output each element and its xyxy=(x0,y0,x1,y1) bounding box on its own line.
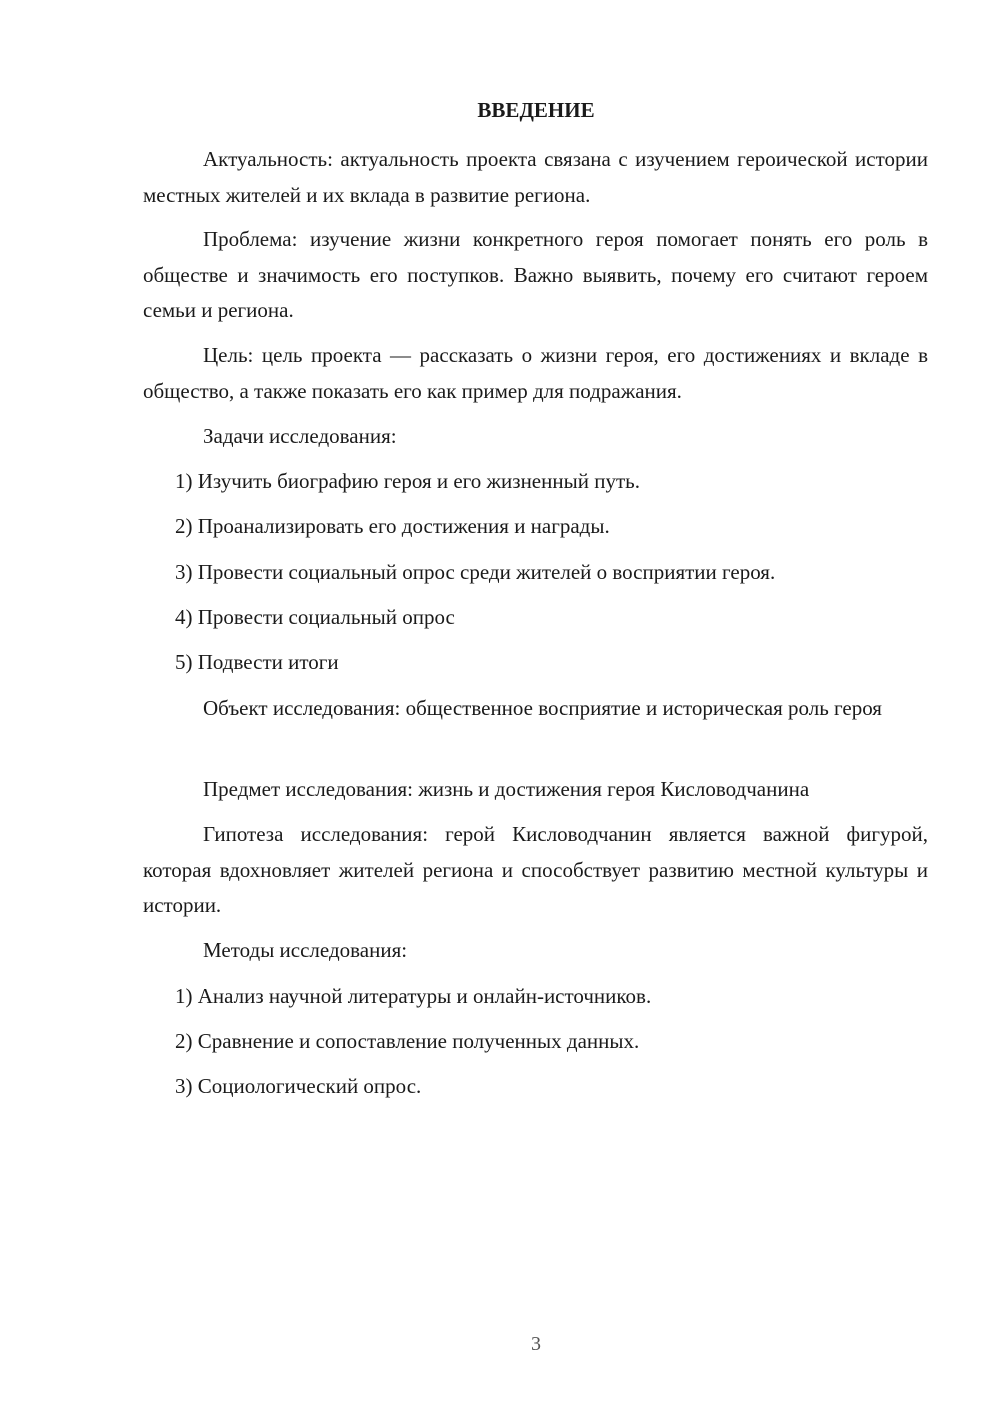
paragraph-object: Объект исследования: общественное восприятие и историческая роль героя xyxy=(203,696,882,720)
paragraph-relevance: Актуальность: актуальность проекта связана с изучением героической истории местных жителей и их вклада в развитие региона. xyxy=(143,147,928,207)
task-item: 1) Изучить биографию героя и его жизненный путь. xyxy=(175,469,640,493)
task-item: 4) Провести социальный опрос xyxy=(175,605,455,629)
paragraph-goal: Цель: цель проекта — рассказать о жизни героя, его достижениях и вкладе в общество, а также показать его как пример для подражания. xyxy=(143,343,928,403)
task-item: 5) Подвести итоги xyxy=(175,650,339,674)
task-item: 2) Проанализировать его достижения и награды. xyxy=(175,514,610,538)
page-number: 3 xyxy=(531,1333,541,1355)
section-title: ВВЕДЕНИЕ xyxy=(477,98,595,122)
methods-heading: Методы исследования: xyxy=(203,938,408,962)
method-item: 1) Анализ научной литературы и онлайн-источников. xyxy=(175,984,652,1008)
tasks-heading: Задачи исследования: xyxy=(203,424,397,448)
paragraph-hypothesis: Гипотеза исследования: герой Кисловодчанин является важной фигурой, которая вдохновляет жителей региона и способствует развитию местной культуры и истории. xyxy=(143,822,928,917)
method-item: 2) Сравнение и сопоставление полученных данных. xyxy=(175,1029,640,1053)
method-item: 3) Социологический опрос. xyxy=(175,1074,422,1098)
paragraph-problem: Проблема: изучение жизни конкретного героя помогает понять его роль в обществе и значимость его поступков. Важно выявить, почему его считают героем семьи и региона. xyxy=(143,227,928,322)
task-item: 3) Провести социальный опрос среди жителей о восприятии героя. xyxy=(175,560,776,584)
paragraph-subject: Предмет исследования: жизнь и достижения героя Кисловодчанина xyxy=(203,777,810,801)
